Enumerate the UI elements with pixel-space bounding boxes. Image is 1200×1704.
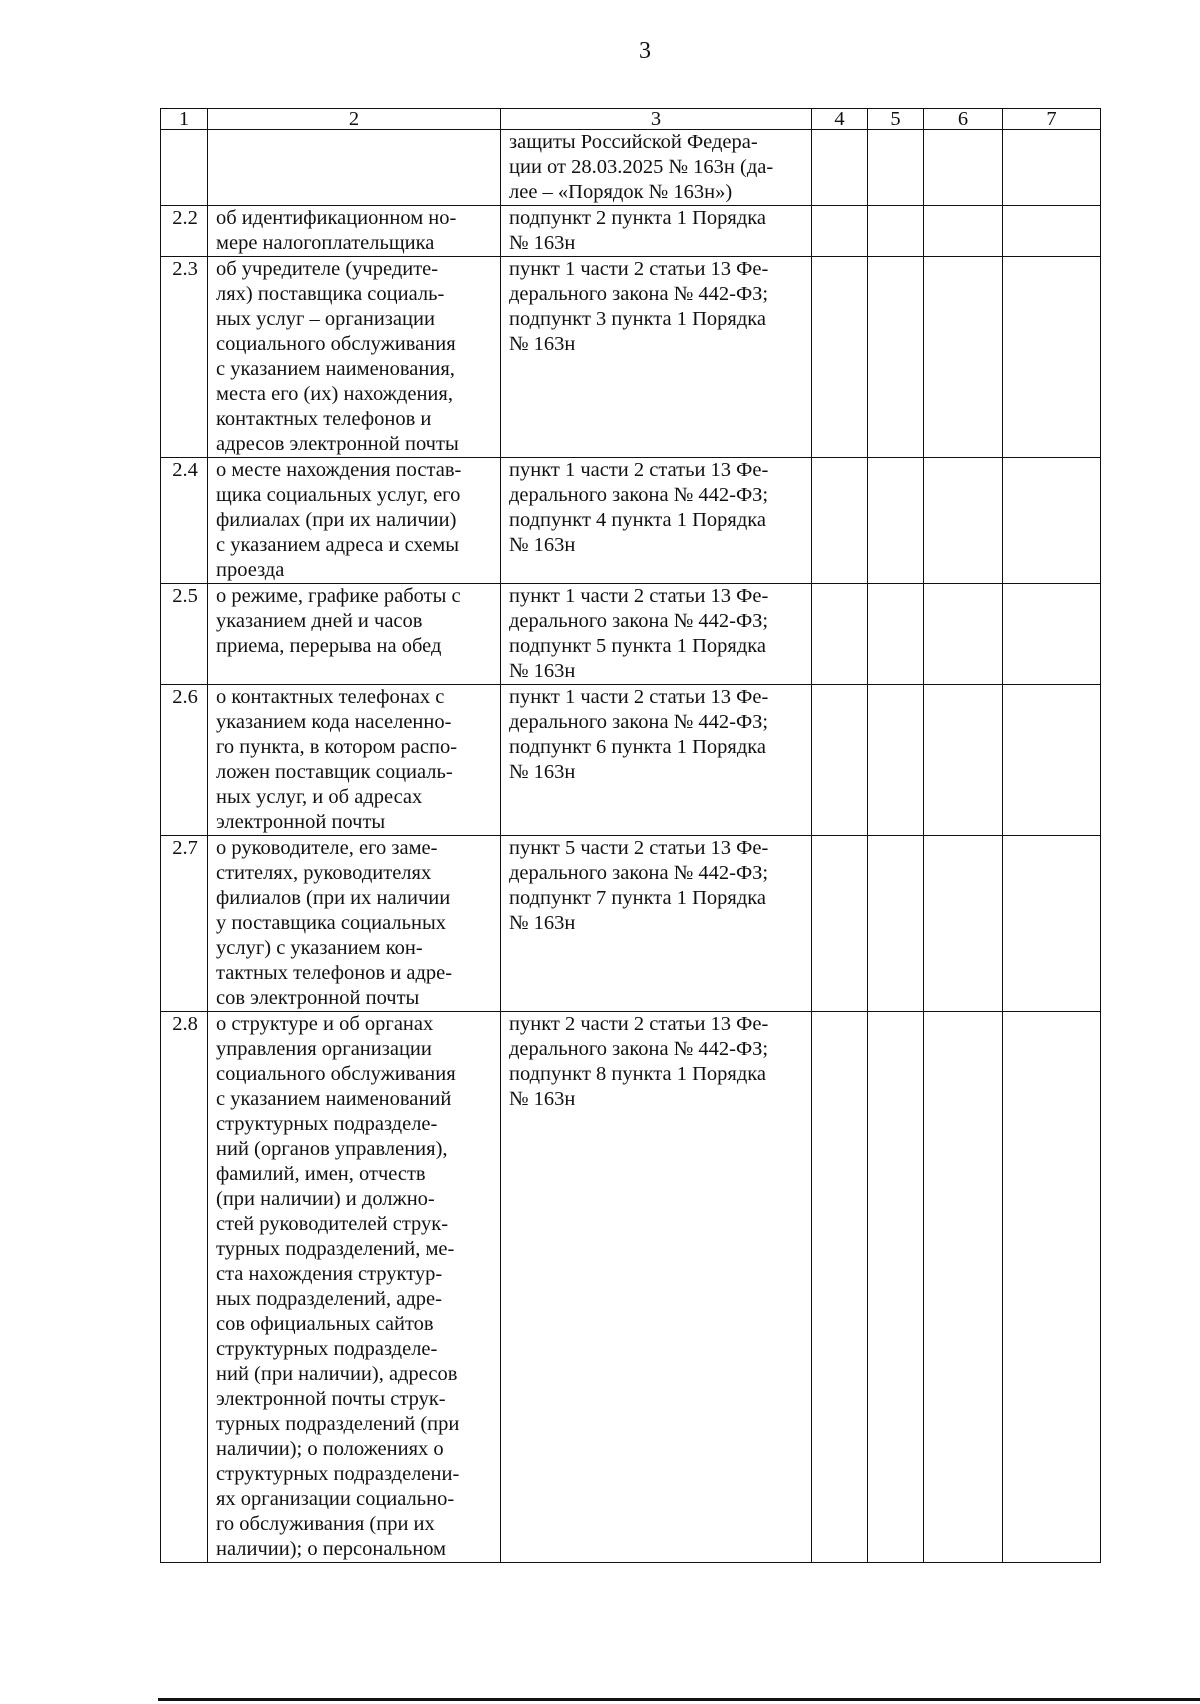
table-body bbox=[161, 130, 1101, 1563]
item-number: 2.3 bbox=[161, 257, 208, 458]
legal-basis-cell bbox=[501, 458, 812, 584]
info-line: структурных подразделени- bbox=[216, 1463, 460, 1485]
basis-line: пункт 1 части 2 статьи 13 Фе- bbox=[509, 686, 769, 708]
basis-line: подпункт 6 пункта 1 Порядка bbox=[509, 736, 767, 758]
info-line: услуг) с указанием кон- bbox=[216, 937, 423, 959]
basis-line: № 163н bbox=[509, 534, 576, 556]
info-line: тактных телефонов и адре- bbox=[216, 962, 453, 984]
item-number bbox=[161, 130, 208, 206]
info-line: об учредителе (учредите- bbox=[216, 258, 439, 280]
basis-line: № 163н bbox=[509, 333, 576, 355]
empty-cell-col-4 bbox=[812, 1012, 868, 1563]
empty-cell-col-5 bbox=[868, 206, 924, 257]
basis-line: пункт 5 части 2 статьи 13 Фе- bbox=[509, 837, 769, 859]
info-line: о структуре и об органах bbox=[216, 1013, 434, 1035]
info-line: фамилий, имен, отчеств bbox=[216, 1163, 426, 1185]
info-line: (при наличии) и должно- bbox=[216, 1188, 435, 1210]
column-header-5: 5 bbox=[868, 109, 924, 130]
empty-cell-col-7 bbox=[1003, 584, 1101, 685]
empty-cell-col-5 bbox=[868, 836, 924, 1012]
info-line: о режиме, графике работы с bbox=[216, 585, 461, 607]
legal-basis-cell bbox=[501, 130, 812, 206]
info-line: структурных подразделе- bbox=[216, 1113, 438, 1135]
basis-line: подпункт 5 пункта 1 Порядка bbox=[509, 635, 767, 657]
info-line: электронной почты bbox=[216, 811, 386, 833]
info-line: об идентификационном но- bbox=[216, 207, 457, 229]
empty-cell-col-6 bbox=[924, 257, 1003, 458]
basis-line: пункт 1 части 2 статьи 13 Фе- bbox=[509, 258, 769, 280]
basis-line: № 163н bbox=[509, 912, 576, 934]
info-line: наличии); о персональном bbox=[216, 1538, 447, 1560]
item-number: 2.5 bbox=[161, 584, 208, 685]
empty-cell-col-5 bbox=[868, 1012, 924, 1563]
empty-cell-col-5 bbox=[868, 130, 924, 206]
info-line: проезда bbox=[216, 559, 285, 581]
column-header-2: 2 bbox=[208, 109, 501, 130]
info-line: о контактных телефонах с bbox=[216, 686, 445, 708]
legal-basis-cell bbox=[501, 685, 812, 836]
basis-line: подпункт 3 пункта 1 Порядка bbox=[509, 308, 767, 330]
empty-cell-col-4 bbox=[812, 584, 868, 685]
info-line: сов официальных сайтов bbox=[216, 1313, 434, 1335]
basis-line: подпункт 4 пункта 1 Порядка bbox=[509, 509, 767, 531]
info-line: ста нахождения структур- bbox=[216, 1263, 443, 1285]
info-description-cell bbox=[208, 685, 501, 836]
empty-cell-col-4 bbox=[812, 257, 868, 458]
info-line: ний (при наличии), адресов bbox=[216, 1363, 458, 1385]
info-description-cell bbox=[208, 836, 501, 1012]
item-number: 2.6 bbox=[161, 685, 208, 836]
info-line: с указанием наименований bbox=[216, 1088, 452, 1110]
info-line: лях) поставщика социаль- bbox=[216, 283, 445, 305]
info-line: ных услуг, и об адресах bbox=[216, 786, 423, 808]
info-line: стей руководителей струк- bbox=[216, 1213, 449, 1235]
info-line: управления организации bbox=[216, 1038, 432, 1060]
info-line: турных подразделений, ме- bbox=[216, 1238, 455, 1260]
empty-cell-col-6 bbox=[924, 206, 1003, 257]
empty-cell-col-4 bbox=[812, 206, 868, 257]
info-description-cell bbox=[208, 257, 501, 458]
legal-basis-cell bbox=[501, 257, 812, 458]
empty-cell-col-4 bbox=[812, 836, 868, 1012]
table-row bbox=[161, 836, 1101, 1012]
info-line: го обслуживания (при их bbox=[216, 1513, 435, 1535]
empty-cell-col-7 bbox=[1003, 685, 1101, 836]
info-line: ных подразделений, адре- bbox=[216, 1288, 442, 1310]
basis-line: дерального закона № 442-ФЗ; bbox=[509, 862, 769, 884]
basis-line: пункт 2 части 2 статьи 13 Фе- bbox=[509, 1013, 769, 1035]
legal-basis-cell bbox=[501, 584, 812, 685]
empty-cell-col-6 bbox=[924, 1012, 1003, 1563]
info-description-cell bbox=[208, 1012, 501, 1563]
empty-cell-col-7 bbox=[1003, 836, 1101, 1012]
empty-cell-col-5 bbox=[868, 257, 924, 458]
column-header-1: 1 bbox=[161, 109, 208, 130]
info-line: с указанием наименования, bbox=[216, 358, 455, 380]
info-line: ложен поставщик социаль- bbox=[216, 761, 453, 783]
basis-line: подпункт 7 пункта 1 Порядка bbox=[509, 887, 767, 909]
empty-cell-col-5 bbox=[868, 458, 924, 584]
table-row bbox=[161, 584, 1101, 685]
item-number: 2.4 bbox=[161, 458, 208, 584]
info-line: о руководителе, его заме- bbox=[216, 837, 438, 859]
info-line: ях организации социально- bbox=[216, 1488, 455, 1510]
empty-cell-col-5 bbox=[868, 584, 924, 685]
basis-line: № 163н bbox=[509, 761, 576, 783]
empty-cell-col-6 bbox=[924, 458, 1003, 584]
page-bottom-rule bbox=[158, 1698, 1200, 1701]
info-line: приема, перерыва на обед bbox=[216, 635, 442, 657]
basis-line: дерального закона № 442-ФЗ; bbox=[509, 283, 769, 305]
empty-cell-col-5 bbox=[868, 685, 924, 836]
basis-line: лее – «Порядок № 163н») bbox=[509, 181, 733, 203]
info-line: указанием кода населенно- bbox=[216, 711, 452, 733]
basis-line: ции от 28.03.2025 № 163н (да- bbox=[509, 156, 774, 178]
table-header bbox=[161, 109, 1101, 130]
basis-line: № 163н bbox=[509, 232, 576, 254]
basis-line: пункт 1 части 2 статьи 13 Фе- bbox=[509, 459, 769, 481]
basis-line: подпункт 2 пункта 1 Порядка bbox=[509, 207, 767, 229]
info-line: го пункта, в котором распо- bbox=[216, 736, 458, 758]
info-description-cell bbox=[208, 584, 501, 685]
info-line: структурных подразделе- bbox=[216, 1338, 438, 1360]
info-line: о месте нахождения постав- bbox=[216, 459, 462, 481]
info-line: адресов электронной почты bbox=[216, 433, 459, 455]
table-row bbox=[161, 1012, 1101, 1563]
basis-line: дерального закона № 442-ФЗ; bbox=[509, 1038, 769, 1060]
empty-cell-col-6 bbox=[924, 836, 1003, 1012]
page-number: 3 bbox=[639, 38, 651, 64]
empty-cell-col-7 bbox=[1003, 130, 1101, 206]
item-number: 2.2 bbox=[161, 206, 208, 257]
info-line: контактных телефонов и bbox=[216, 408, 432, 430]
basis-line: защиты Российской Федера- bbox=[509, 131, 758, 153]
empty-cell-col-4 bbox=[812, 685, 868, 836]
empty-cell-col-7 bbox=[1003, 458, 1101, 584]
info-line: наличии); о положениях о bbox=[216, 1438, 444, 1460]
empty-cell-col-6 bbox=[924, 130, 1003, 206]
info-description-cell bbox=[208, 130, 501, 206]
column-header-6: 6 bbox=[924, 109, 1003, 130]
table-row bbox=[161, 685, 1101, 836]
empty-cell-col-4 bbox=[812, 458, 868, 584]
info-line: ний (органов управления), bbox=[216, 1138, 448, 1160]
column-header-4: 4 bbox=[812, 109, 868, 130]
info-line: сов электронной почты bbox=[216, 987, 420, 1009]
info-line: ных услуг – организации bbox=[216, 308, 435, 330]
info-description-cell bbox=[208, 458, 501, 584]
table-row bbox=[161, 458, 1101, 584]
info-line: места его (их) нахождения, bbox=[216, 383, 453, 405]
header-row bbox=[161, 109, 1101, 130]
info-line: у поставщика социальных bbox=[216, 912, 446, 934]
table-row bbox=[161, 257, 1101, 458]
info-line: электронной почты струк- bbox=[216, 1388, 446, 1410]
info-line: мере налогоплательщика bbox=[216, 232, 435, 254]
column-header-3: 3 bbox=[501, 109, 812, 130]
empty-cell-col-7 bbox=[1003, 257, 1101, 458]
item-number: 2.7 bbox=[161, 836, 208, 1012]
empty-cell-col-4 bbox=[812, 130, 868, 206]
info-line: филиалах (при их наличии) bbox=[216, 509, 457, 531]
info-description-cell bbox=[208, 206, 501, 257]
basis-line: подпункт 8 пункта 1 Порядка bbox=[509, 1063, 767, 1085]
legal-basis-cell bbox=[501, 1012, 812, 1563]
legal-basis-cell bbox=[501, 206, 812, 257]
basis-line: № 163н bbox=[509, 1088, 576, 1110]
item-number: 2.8 bbox=[161, 1012, 208, 1563]
info-line: социального обслуживания bbox=[216, 1063, 456, 1085]
column-header-7: 7 bbox=[1003, 109, 1101, 130]
empty-cell-col-7 bbox=[1003, 206, 1101, 257]
empty-cell-col-6 bbox=[924, 584, 1003, 685]
info-line: стителях, руководителях bbox=[216, 862, 432, 884]
basis-line: дерального закона № 442-ФЗ; bbox=[509, 610, 769, 632]
basis-line: пункт 1 части 2 статьи 13 Фе- bbox=[509, 585, 769, 607]
basis-line: дерального закона № 442-ФЗ; bbox=[509, 484, 769, 506]
basis-line: дерального закона № 442-ФЗ; bbox=[509, 711, 769, 733]
info-line: турных подразделений (при bbox=[216, 1413, 460, 1435]
table-row bbox=[161, 130, 1101, 206]
info-line: филиалов (при их наличии bbox=[216, 887, 451, 909]
legal-basis-cell bbox=[501, 836, 812, 1012]
requirements-table bbox=[160, 108, 1101, 1563]
info-line: указанием дней и часов bbox=[216, 610, 423, 632]
table-row bbox=[161, 206, 1101, 257]
info-line: щика социальных услуг, его bbox=[216, 484, 461, 506]
empty-cell-col-6 bbox=[924, 685, 1003, 836]
basis-line: № 163н bbox=[509, 660, 576, 682]
info-line: социального обслуживания bbox=[216, 333, 456, 355]
empty-cell-col-7 bbox=[1003, 1012, 1101, 1563]
info-line: с указанием адреса и схемы bbox=[216, 534, 460, 556]
